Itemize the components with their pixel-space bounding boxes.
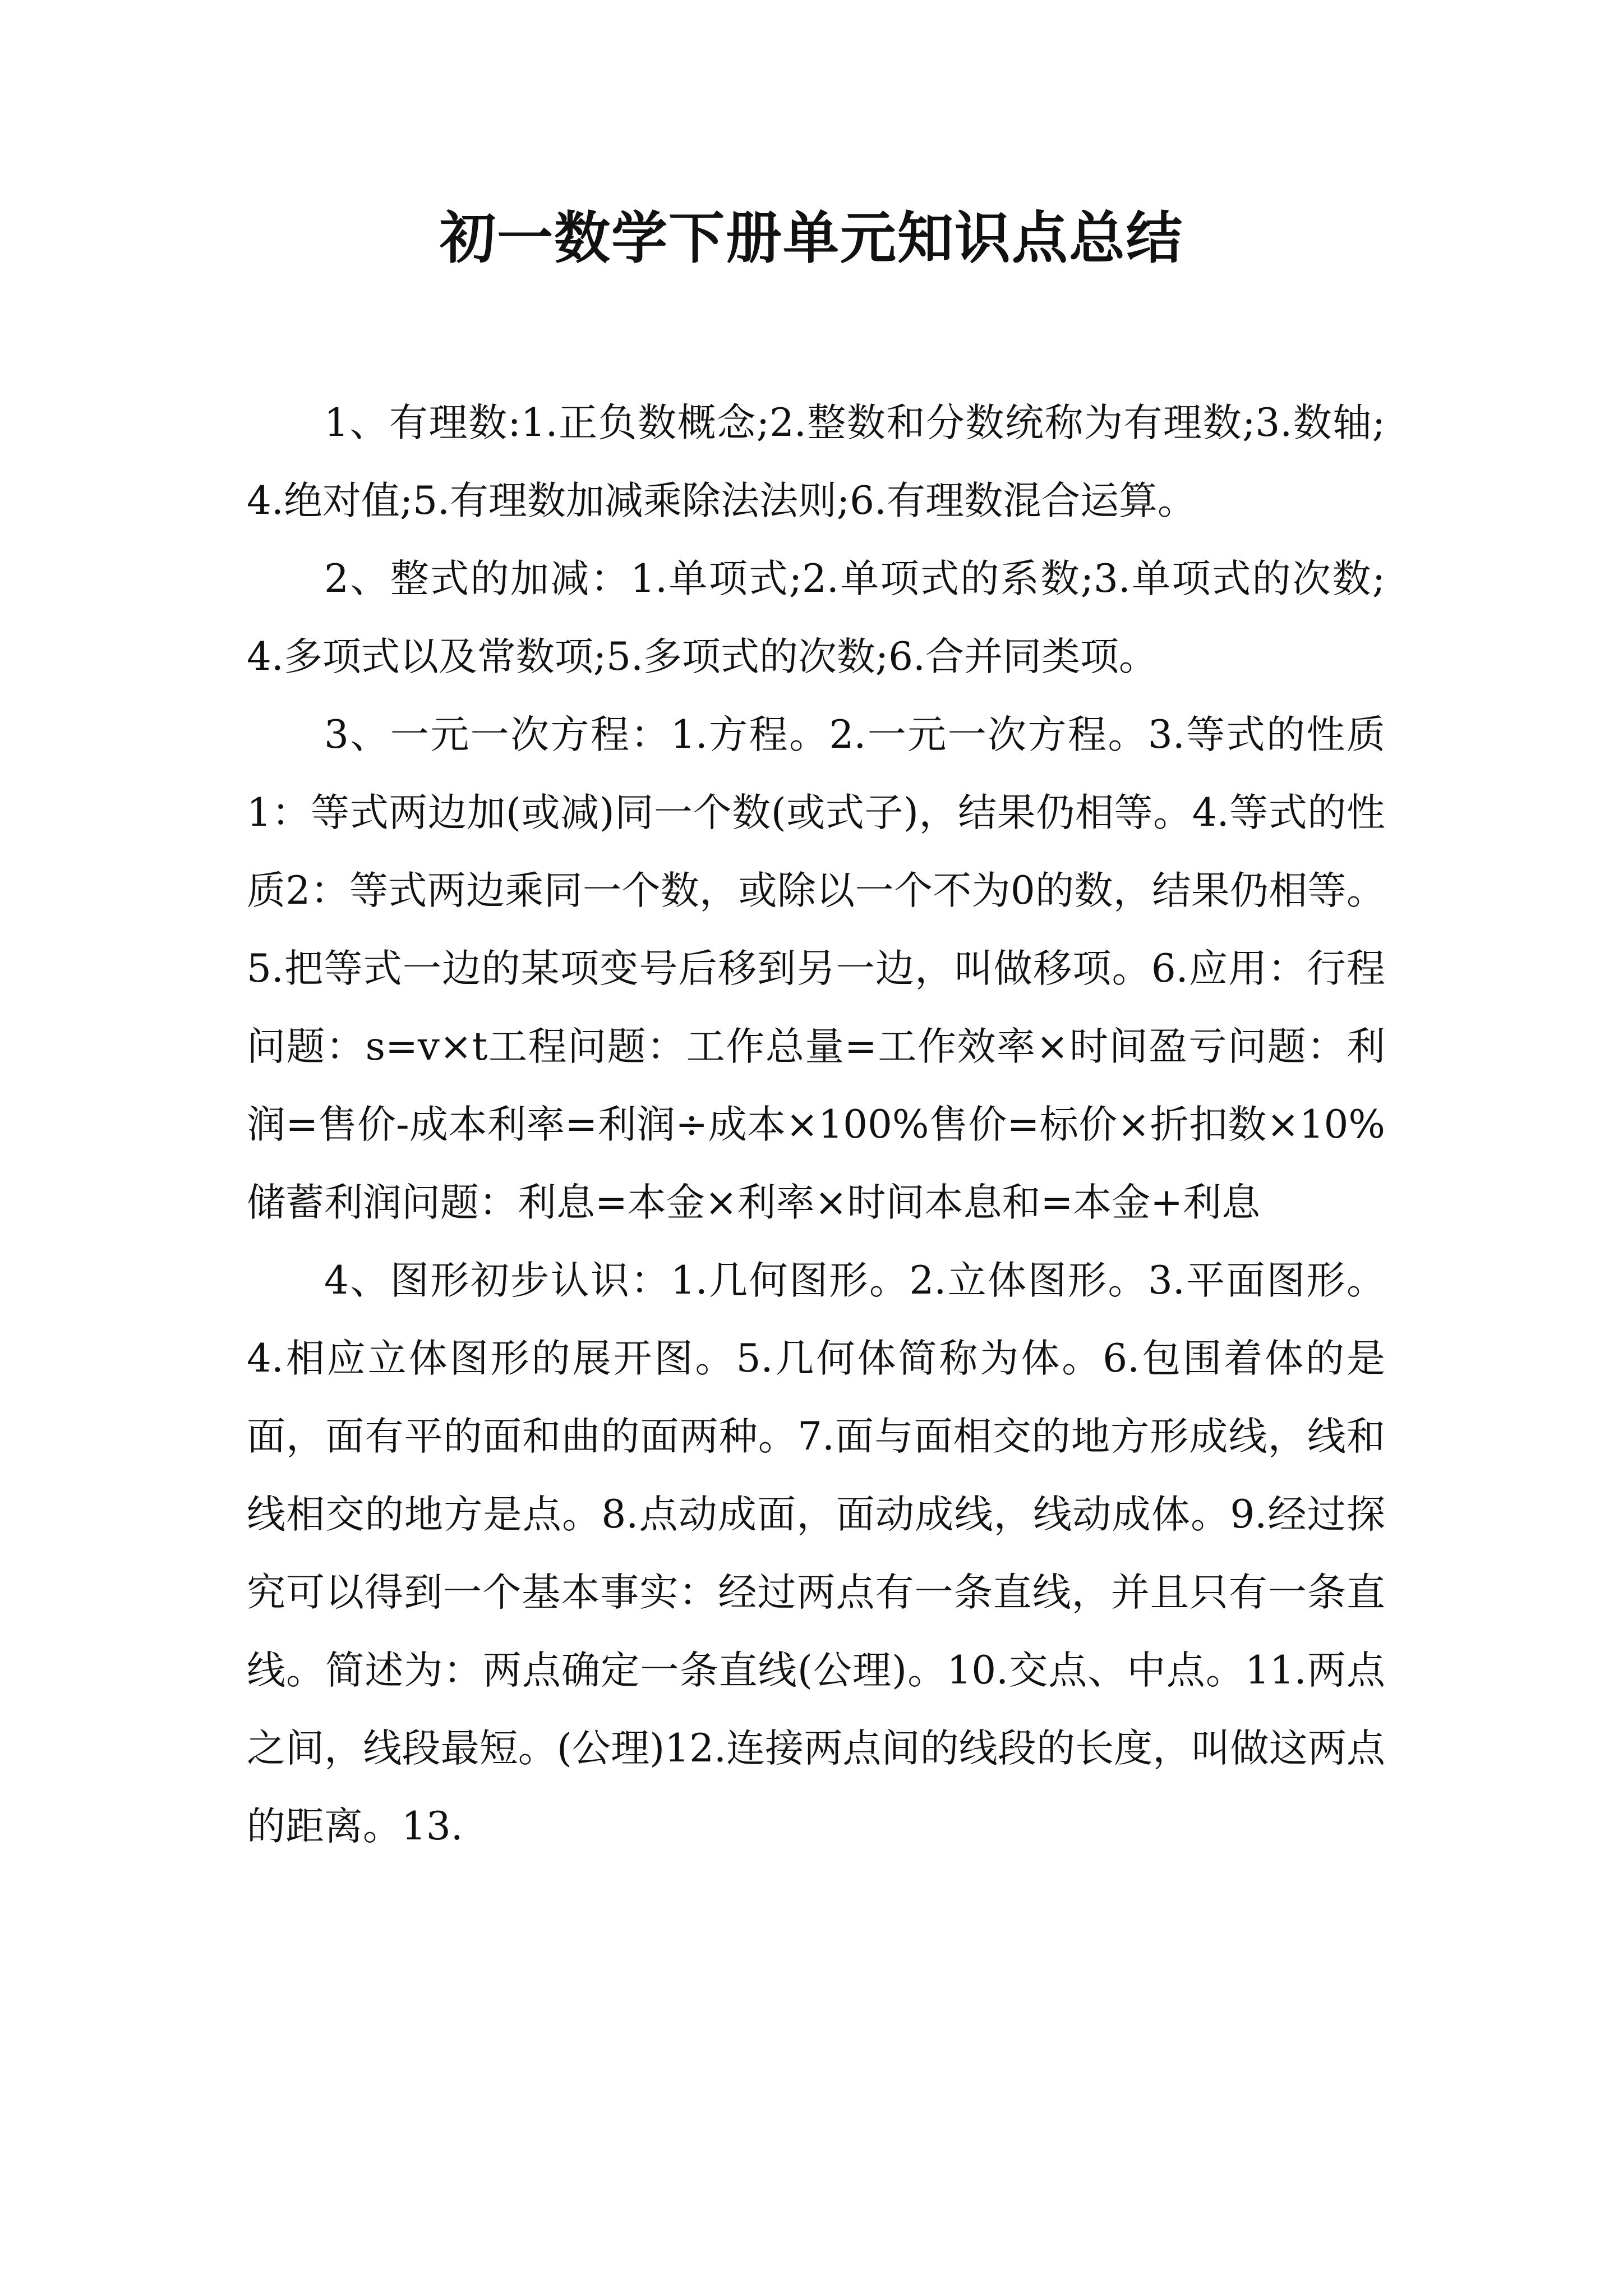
paragraph-linear-equations: 3、一元一次方程：1.方程。2.一元一次方程。3.等式的性质1：等式两边加(或减)同一个数(或式子)，结果仍相等。4.等式的性质2：等式两边乘同一个数，或除以一个不为0的数，结果仍相等。5.把等式一边的某项变号后移到另一边，叫做移项。6.应用：行程问题：s=v×t工程问题：工作总量=工作效率×时间盈亏问题：利润=售价-成本利率=利润÷成本×100%售价=标价×折扣数×10%储蓄利润问题：利息=本金×利率×时间本息和=本金+利息 [247,712,1385,1225]
paragraph-rational-numbers: 1、有理数:1.正负数概念;2.整数和分数统称为有理数;3.数轴;4.绝对值;5.有理数加减乘除法法则;6.有理数混合运算。 [247,401,1385,523]
document-body [247,384,1385,1866]
paragraph-polynomials: 2、整式的加减：1.单项式;2.单项式的系数;3.单项式的次数;4.多项式以及常数项;5.多项式的次数;6.合并同类项。 [247,556,1385,679]
page-title: 初一数学下册单元知识点总结 [440,205,1183,271]
paragraph-geometry-basics: 4、图形初步认识：1.几何图形。2.立体图形。3.平面图形。4.相应立体图形的展开图。5.几何体简称为体。6.包围着体的是面，面有平的面和曲的面两种。7.面与面相交的地方形成线，线和线相交的地方是点。8.点动成面，面动成线，线动成体。9.经过探究可以得到一个基本事实：经过两点有一条直线，并且只有一条直线。简述为：两点确定一条直线(公理)。10.交点、中点。11.两点之间，线段最短。(公理)12.连接两点间的线段的长度，叫做这两点的距离。13. [247,1258,1385,1849]
